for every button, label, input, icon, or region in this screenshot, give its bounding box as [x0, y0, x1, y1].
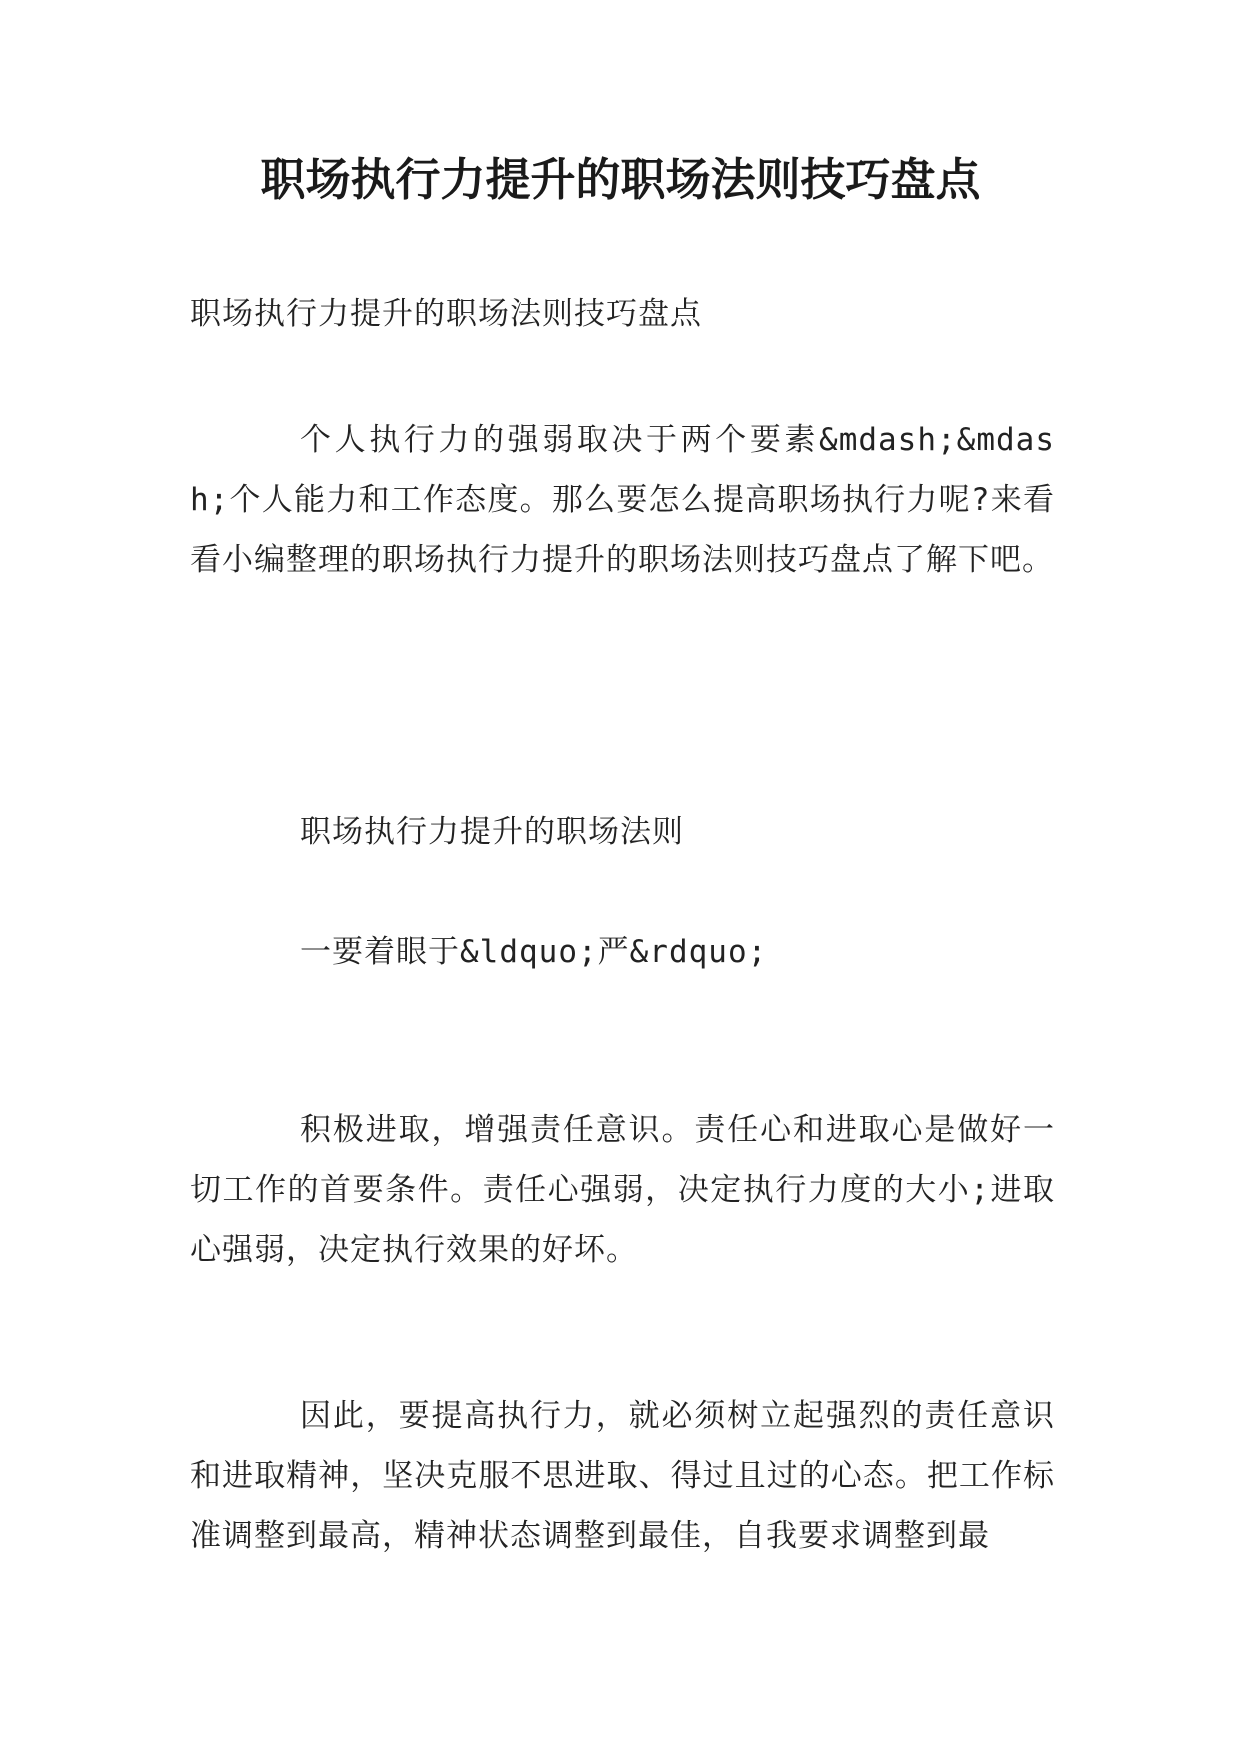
document-title: 职场执行力提升的职场法则技巧盘点 [260, 153, 981, 206]
section-heading: 职场执行力提升的职场法则 [300, 814, 684, 850]
body-paragraph: 因此，要提高执行力，就必须树立起强烈的责任意识和进取精神，坚决克服不思进取、得过且过的心态。把工作标准调整到最高，精神状态调整到最佳，自我要求调整到最 [190, 1398, 1055, 1554]
point-heading: 一要着眼于&ldquo;严&rdquo; [300, 934, 768, 970]
body-paragraph: 积极进取，增强责任意识。责任心和进取心是做好一切工作的首要条件。责任心强弱，决定执行力度的大小;进取心强弱，决定执行效果的好坏。 [190, 1112, 1055, 1268]
document-subtitle: 职场执行力提升的职场法则技巧盘点 [190, 296, 702, 332]
intro-paragraph: 个人执行力的强弱取决于两个要素&mdash;&mdash;个人能力和工作态度。那么要怎么提高职场执行力呢?来看看小编整理的职场执行力提升的职场法则技巧盘点了解下吧。 [190, 422, 1055, 578]
